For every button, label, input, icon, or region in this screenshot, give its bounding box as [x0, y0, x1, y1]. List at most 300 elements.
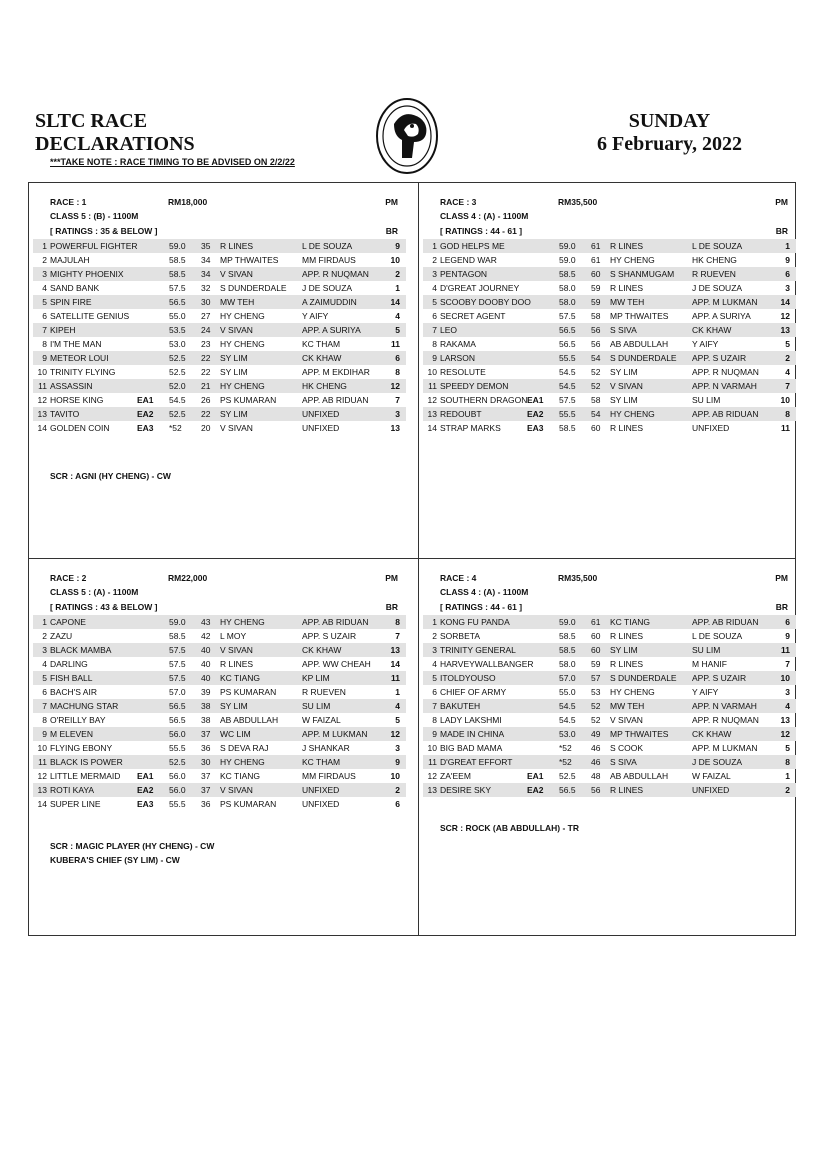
entries-list — [33, 239, 406, 435]
barrier-draw: 4 — [395, 311, 400, 321]
horse-rating: 58 — [591, 395, 601, 405]
barrier-draw: 6 — [785, 269, 790, 279]
horse-name: SECRET AGENT — [440, 311, 506, 321]
carried-weight: 58.0 — [559, 659, 576, 669]
trainer-name: APP. AB RIDUAN — [692, 409, 759, 419]
race-number: RACE : 1 — [50, 197, 87, 207]
barrier-draw: 10 — [780, 673, 790, 683]
horse-name: CAPONE — [50, 617, 86, 627]
race-day: SUNDAY — [628, 110, 711, 132]
race-class: CLASS 5 : (B) - 1100M — [50, 211, 139, 221]
horse-rating: 27 — [201, 311, 211, 321]
horse-name: ROTI KAYA — [50, 785, 95, 795]
carried-weight: 58.5 — [169, 269, 186, 279]
horse-name: SATELLITE GENIUS — [50, 311, 130, 321]
emergency-tag: EA2 — [137, 785, 154, 795]
carried-weight: 59.0 — [559, 255, 576, 265]
horse-rating: 36 — [201, 799, 211, 809]
carried-weight: 52.5 — [169, 367, 186, 377]
table-row — [33, 337, 406, 351]
barrier-draw: 8 — [395, 617, 400, 627]
carried-weight: 54.5 — [559, 701, 576, 711]
table-row — [423, 309, 796, 323]
carried-weight: 58.5 — [169, 631, 186, 641]
horse-number: 5 — [42, 297, 47, 307]
horse-name: FLYING EBONY — [50, 743, 113, 753]
barrier-draw: 12 — [780, 729, 790, 739]
horse-number: 1 — [42, 617, 47, 627]
horse-rating: 52 — [591, 367, 601, 377]
barrier-draw: 12 — [390, 729, 400, 739]
race-class: CLASS 4 : (A) - 1100M — [440, 587, 529, 597]
horse-number: 6 — [42, 687, 47, 697]
horse-rating: 34 — [201, 255, 211, 265]
jockey-name: V SIVAN — [610, 715, 643, 725]
race-number: RACE : 4 — [440, 573, 477, 583]
horse-number: 11 — [38, 757, 47, 767]
barrier-draw: 2 — [395, 785, 400, 795]
barrier-draw: 13 — [780, 715, 790, 725]
horse-rating: 34 — [201, 269, 211, 279]
race-header — [419, 559, 794, 601]
trainer-name: UNFIXED — [302, 423, 340, 433]
horse-name: PENTAGON — [440, 269, 488, 279]
jockey-name: R LINES — [220, 659, 254, 669]
horse-rating: 56 — [591, 785, 601, 795]
race-date: 6 February, 2022 — [597, 133, 742, 155]
carried-weight: 55.5 — [559, 409, 576, 419]
carried-weight: 58.5 — [559, 269, 576, 279]
rating-band: [ RATINGS : 44 - 61 ] — [440, 602, 523, 612]
barrier-draw: 3 — [395, 409, 400, 419]
horse-name: MADE IN CHINA — [440, 729, 505, 739]
horse-name: GOLDEN COIN — [50, 423, 110, 433]
horse-rating: 52 — [591, 381, 601, 391]
horse-rating: 49 — [591, 729, 601, 739]
trainer-name: SU LIM — [692, 395, 721, 405]
emergency-tag: EA1 — [527, 771, 544, 781]
timing-note: ***TAKE NOTE : RACE TIMING TO BE ADVISED ON 2/2/22 — [50, 157, 295, 167]
jockey-name: R LINES — [610, 659, 644, 669]
carried-weight: 56.5 — [559, 785, 576, 795]
jockey-name: MW TEH — [610, 297, 645, 307]
trainer-name: KP LIM — [302, 673, 330, 683]
table-row — [423, 629, 796, 643]
trainer-name: CK KHAW — [692, 325, 732, 335]
table-row — [423, 421, 796, 435]
horse-name: BIG BAD MAMA — [440, 743, 503, 753]
horse-name: CHIEF OF ARMY — [440, 687, 507, 697]
horse-rating: 60 — [591, 423, 601, 433]
barrier-draw: 5 — [395, 325, 400, 335]
horse-rating: 60 — [591, 269, 601, 279]
scratching-line: KUBERA'S CHIEF (SY LIM) - CW — [50, 855, 180, 865]
trainer-name: Y AIFY — [692, 687, 719, 697]
table-row — [33, 365, 406, 379]
carried-weight: 56.0 — [169, 771, 186, 781]
horse-rating: 20 — [201, 423, 211, 433]
jockey-name: S DUNDERDALE — [220, 283, 287, 293]
jockey-name: MW TEH — [610, 701, 645, 711]
carried-weight: 55.5 — [169, 743, 186, 753]
table-row — [423, 365, 796, 379]
horse-rating: 42 — [201, 631, 211, 641]
barrier-draw: 10 — [780, 395, 790, 405]
barrier-draw: 7 — [395, 631, 400, 641]
race-header — [419, 183, 794, 225]
trainer-name: APP. R NUQMAN — [302, 269, 369, 279]
jockey-name: KC TIANG — [220, 771, 260, 781]
barrier-draw: 1 — [395, 283, 400, 293]
declarations-grid — [28, 182, 796, 936]
carried-weight: 57.0 — [559, 673, 576, 683]
horse-number: 2 — [42, 255, 47, 265]
horse-rating: 30 — [201, 757, 211, 767]
race-time-pm: PM — [385, 197, 398, 207]
horse-name: LEO — [440, 325, 458, 335]
trainer-name: L DE SOUZA — [692, 241, 743, 251]
barrier-draw: 12 — [780, 311, 790, 321]
jockey-name: V SIVAN — [610, 381, 643, 391]
jockey-name: HY CHENG — [220, 617, 265, 627]
trainer-name: APP. AB RIDUAN — [302, 617, 369, 627]
jockey-name: HY CHENG — [220, 381, 265, 391]
carried-weight: 57.5 — [169, 673, 186, 683]
horse-name: I'M THE MAN — [50, 339, 102, 349]
horse-number: 11 — [428, 757, 437, 767]
horse-rating: 22 — [201, 367, 211, 377]
horse-rating: 38 — [201, 715, 211, 725]
race-rating — [419, 225, 794, 239]
barrier-draw: 9 — [395, 757, 400, 767]
carried-weight: 59.0 — [169, 617, 186, 627]
carried-weight: 52.0 — [169, 381, 186, 391]
horse-rating: 37 — [201, 771, 211, 781]
horse-number: 13 — [427, 785, 437, 795]
horse-number: 12 — [427, 395, 437, 405]
trainer-name: APP. N VARMAH — [692, 381, 757, 391]
table-row — [33, 393, 406, 407]
horse-name: LADY LAKSHMI — [440, 715, 502, 725]
horse-number: 7 — [42, 325, 47, 335]
carried-weight: 53.5 — [169, 325, 186, 335]
jockey-name: V SIVAN — [220, 645, 253, 655]
table-row — [33, 797, 406, 811]
barrier-draw: 1 — [785, 771, 790, 781]
barrier-draw: 7 — [785, 659, 790, 669]
horse-name: TRINITY GENERAL — [440, 645, 516, 655]
table-row — [33, 379, 406, 393]
horse-rating: 52 — [591, 715, 601, 725]
jockey-name: WC LIM — [220, 729, 251, 739]
table-row — [423, 615, 796, 629]
race-purse: RM22,000 — [168, 573, 208, 583]
table-row — [423, 379, 796, 393]
horse-rating: 40 — [201, 659, 211, 669]
table-row — [33, 407, 406, 421]
jockey-name: SY LIM — [610, 645, 638, 655]
carried-weight: 54.5 — [559, 715, 576, 725]
horse-name: HORSE KING — [50, 395, 104, 405]
horse-rating: 54 — [591, 409, 601, 419]
jockey-name: HY CHENG — [610, 255, 655, 265]
horse-name: SPIN FIRE — [50, 297, 92, 307]
jockey-name: S SIVA — [610, 757, 637, 767]
carried-weight: *52 — [559, 743, 572, 753]
horse-rating: 39 — [201, 687, 211, 697]
trainer-name: APP. S UZAIR — [692, 673, 747, 683]
trainer-name: APP. S UZAIR — [692, 353, 747, 363]
barrier-draw: 8 — [785, 757, 790, 767]
horse-number: 5 — [42, 673, 47, 683]
horse-number: 9 — [42, 729, 47, 739]
race-rating — [419, 601, 794, 615]
barrier-draw: 8 — [785, 409, 790, 419]
carried-weight: 55.0 — [169, 311, 186, 321]
horse-rating: 22 — [201, 409, 211, 419]
trainer-name: SU LIM — [302, 701, 331, 711]
horse-rating: 53 — [591, 687, 601, 697]
table-row — [33, 671, 406, 685]
horse-name: RESOLUTE — [440, 367, 486, 377]
barrier-draw: 9 — [785, 255, 790, 265]
horse-number: 11 — [428, 381, 437, 391]
horse-name: TAVITO — [50, 409, 80, 419]
trainer-name: J DE SOUZA — [302, 283, 353, 293]
horse-name: ITOLDYOUSO — [440, 673, 496, 683]
emergency-tag: EA1 — [137, 771, 154, 781]
barrier-draw: 6 — [395, 353, 400, 363]
carried-weight: 56.5 — [169, 297, 186, 307]
jockey-name: R LINES — [610, 631, 644, 641]
table-row — [423, 671, 796, 685]
trainer-name: M HANIF — [692, 659, 727, 669]
carried-weight: 53.0 — [169, 339, 186, 349]
carried-weight: 57.5 — [559, 395, 576, 405]
trainer-name: J DE SOUZA — [692, 757, 743, 767]
horse-head-logo-icon — [374, 96, 440, 176]
barrier-header: BR — [775, 226, 788, 236]
horse-number: 3 — [432, 269, 437, 279]
horse-number: 10 — [37, 743, 47, 753]
horse-name: METEOR LOUI — [50, 353, 109, 363]
horse-name: KIPEH — [50, 325, 76, 335]
table-row — [423, 685, 796, 699]
horse-number: 13 — [37, 785, 47, 795]
carried-weight: 55.5 — [169, 799, 186, 809]
race-3-panel — [419, 183, 794, 435]
barrier-draw: 5 — [785, 339, 790, 349]
jockey-name: V SIVAN — [220, 423, 253, 433]
horse-rating: 26 — [201, 395, 211, 405]
trainer-name: APP. R NUQMAN — [692, 367, 759, 377]
table-row — [33, 713, 406, 727]
carried-weight: 57.5 — [169, 283, 186, 293]
table-row — [423, 657, 796, 671]
trainer-name: APP. N VARMAH — [692, 701, 757, 711]
horse-number: 6 — [432, 687, 437, 697]
horse-name: STRAP MARKS — [440, 423, 501, 433]
table-row — [33, 351, 406, 365]
barrier-draw: 10 — [390, 255, 400, 265]
trainer-name: APP. AB RIDUAN — [302, 395, 369, 405]
horse-name: SORBETA — [440, 631, 480, 641]
table-row — [423, 769, 796, 783]
barrier-draw: 10 — [390, 771, 400, 781]
trainer-name: KC THAM — [302, 339, 341, 349]
jockey-name: PS KUMARAN — [220, 395, 277, 405]
barrier-draw: 1 — [785, 241, 790, 251]
horse-rating: 40 — [201, 673, 211, 683]
horse-number: 14 — [427, 423, 437, 433]
table-row — [423, 393, 796, 407]
table-row — [33, 323, 406, 337]
jockey-name: PS KUMARAN — [220, 687, 277, 697]
jockey-name: MW TEH — [220, 297, 255, 307]
barrier-draw: 4 — [785, 367, 790, 377]
race-number: RACE : 3 — [440, 197, 477, 207]
horse-rating: 46 — [591, 743, 601, 753]
jockey-name: S DEVA RAJ — [220, 743, 269, 753]
carried-weight: 56.0 — [169, 729, 186, 739]
trainer-name: J DE SOUZA — [692, 283, 743, 293]
jockey-name: MP THWAITES — [220, 255, 279, 265]
table-row — [33, 755, 406, 769]
horse-number: 13 — [37, 409, 47, 419]
barrier-draw: 3 — [785, 687, 790, 697]
table-row — [33, 769, 406, 783]
table-row — [33, 253, 406, 267]
horse-number: 12 — [37, 771, 47, 781]
table-row — [33, 239, 406, 253]
jockey-name: SY LIM — [220, 701, 248, 711]
trainer-name: R RUEVEN — [302, 687, 346, 697]
jockey-name: SY LIM — [220, 409, 248, 419]
carried-weight: 55.0 — [559, 687, 576, 697]
horse-rating: 61 — [591, 255, 601, 265]
club-logo — [374, 96, 440, 176]
horse-rating: 59 — [591, 659, 601, 669]
horse-number: 8 — [432, 339, 437, 349]
barrier-header: BR — [385, 602, 398, 612]
barrier-draw: 3 — [785, 283, 790, 293]
horse-name: DESIRE SKY — [440, 785, 492, 795]
horse-rating: 59 — [591, 297, 601, 307]
carried-weight: 52.5 — [169, 757, 186, 767]
horse-rating: 61 — [591, 617, 601, 627]
jockey-name: S COOK — [610, 743, 644, 753]
trainer-name: UNFIXED — [302, 409, 340, 419]
jockey-name: S DUNDERDALE — [610, 673, 677, 683]
trainer-name: HK CHENG — [692, 255, 737, 265]
barrier-draw: 13 — [390, 645, 400, 655]
carried-weight: 59.0 — [169, 241, 186, 251]
race-purse: RM35,500 — [558, 197, 598, 207]
horse-name: LITTLE MERMAID — [50, 771, 121, 781]
barrier-draw: 6 — [395, 799, 400, 809]
horse-rating: 22 — [201, 353, 211, 363]
table-row — [423, 755, 796, 769]
emergency-tag: EA3 — [137, 799, 154, 809]
horse-name: TRINITY FLYING — [50, 367, 116, 377]
horse-number: 5 — [432, 673, 437, 683]
race-1-panel — [29, 183, 404, 483]
horse-number: 3 — [42, 645, 47, 655]
race-4-panel — [419, 559, 794, 835]
jockey-name: L MOY — [220, 631, 247, 641]
horse-name: BACH'S AIR — [50, 687, 97, 697]
jockey-name: SY LIM — [610, 395, 638, 405]
race-rating — [29, 225, 404, 239]
race-header — [29, 183, 404, 225]
horse-rating: 56 — [591, 325, 601, 335]
carried-weight: 52.5 — [169, 409, 186, 419]
jockey-name: V SIVAN — [220, 269, 253, 279]
horse-rating: 40 — [201, 645, 211, 655]
trainer-name: CK KHAW — [302, 353, 342, 363]
jockey-name: HY CHENG — [220, 757, 265, 767]
scratching-line: SCR : AGNI (HY CHENG) - CW — [50, 471, 171, 481]
horse-number: 6 — [42, 311, 47, 321]
horse-name: BLACK MAMBA — [50, 645, 112, 655]
carried-weight: 58.5 — [559, 631, 576, 641]
trainer-name: W FAIZAL — [692, 771, 731, 781]
trainer-name: APP. WW CHEAH — [302, 659, 371, 669]
barrier-draw: 7 — [395, 395, 400, 405]
trainer-name: UNFIXED — [302, 785, 340, 795]
jockey-name: MP THWAITES — [610, 729, 669, 739]
horse-rating: 36 — [201, 743, 211, 753]
horse-name: GOD HELPS ME — [440, 241, 505, 251]
carried-weight: 57.5 — [559, 311, 576, 321]
jockey-name: HY CHENG — [610, 687, 655, 697]
barrier-draw: 11 — [391, 673, 400, 683]
carried-weight: 56.5 — [169, 715, 186, 725]
rating-band: [ RATINGS : 43 & BELOW ] — [50, 602, 158, 612]
race-date-block — [597, 110, 742, 156]
carried-weight: 54.5 — [169, 395, 186, 405]
horse-rating: 23 — [201, 339, 211, 349]
carried-weight: 55.5 — [559, 353, 576, 363]
horse-number: 1 — [42, 241, 47, 251]
horse-name: ZAZU — [50, 631, 73, 641]
horse-name: BLACK IS POWER — [50, 757, 123, 767]
barrier-draw: 9 — [395, 241, 400, 251]
entries-list — [33, 615, 406, 811]
trainer-name: J SHANKAR — [302, 743, 350, 753]
jockey-name: PS KUMARAN — [220, 799, 277, 809]
horse-name: BAKUTEH — [440, 701, 481, 711]
document-title — [35, 110, 195, 156]
scratchings — [29, 839, 404, 867]
horse-number: 14 — [37, 423, 47, 433]
horse-number: 1 — [432, 241, 437, 251]
race-time-pm: PM — [385, 573, 398, 583]
barrier-draw: 4 — [785, 701, 790, 711]
jockey-name: KC TIANG — [220, 673, 260, 683]
table-row — [33, 741, 406, 755]
horse-name: HARVEYWALLBANGER — [440, 659, 534, 669]
horse-number: 1 — [432, 617, 437, 627]
horse-number: 2 — [42, 631, 47, 641]
jockey-name: V SIVAN — [220, 325, 253, 335]
trainer-name: CK KHAW — [302, 645, 342, 655]
horse-name: ZA'EEM — [440, 771, 471, 781]
race-class: CLASS 4 : (A) - 1100M — [440, 211, 529, 221]
jockey-name: SY LIM — [610, 367, 638, 377]
jockey-name: S SHANMUGAM — [610, 269, 675, 279]
trainer-name: Y AIFY — [692, 339, 719, 349]
